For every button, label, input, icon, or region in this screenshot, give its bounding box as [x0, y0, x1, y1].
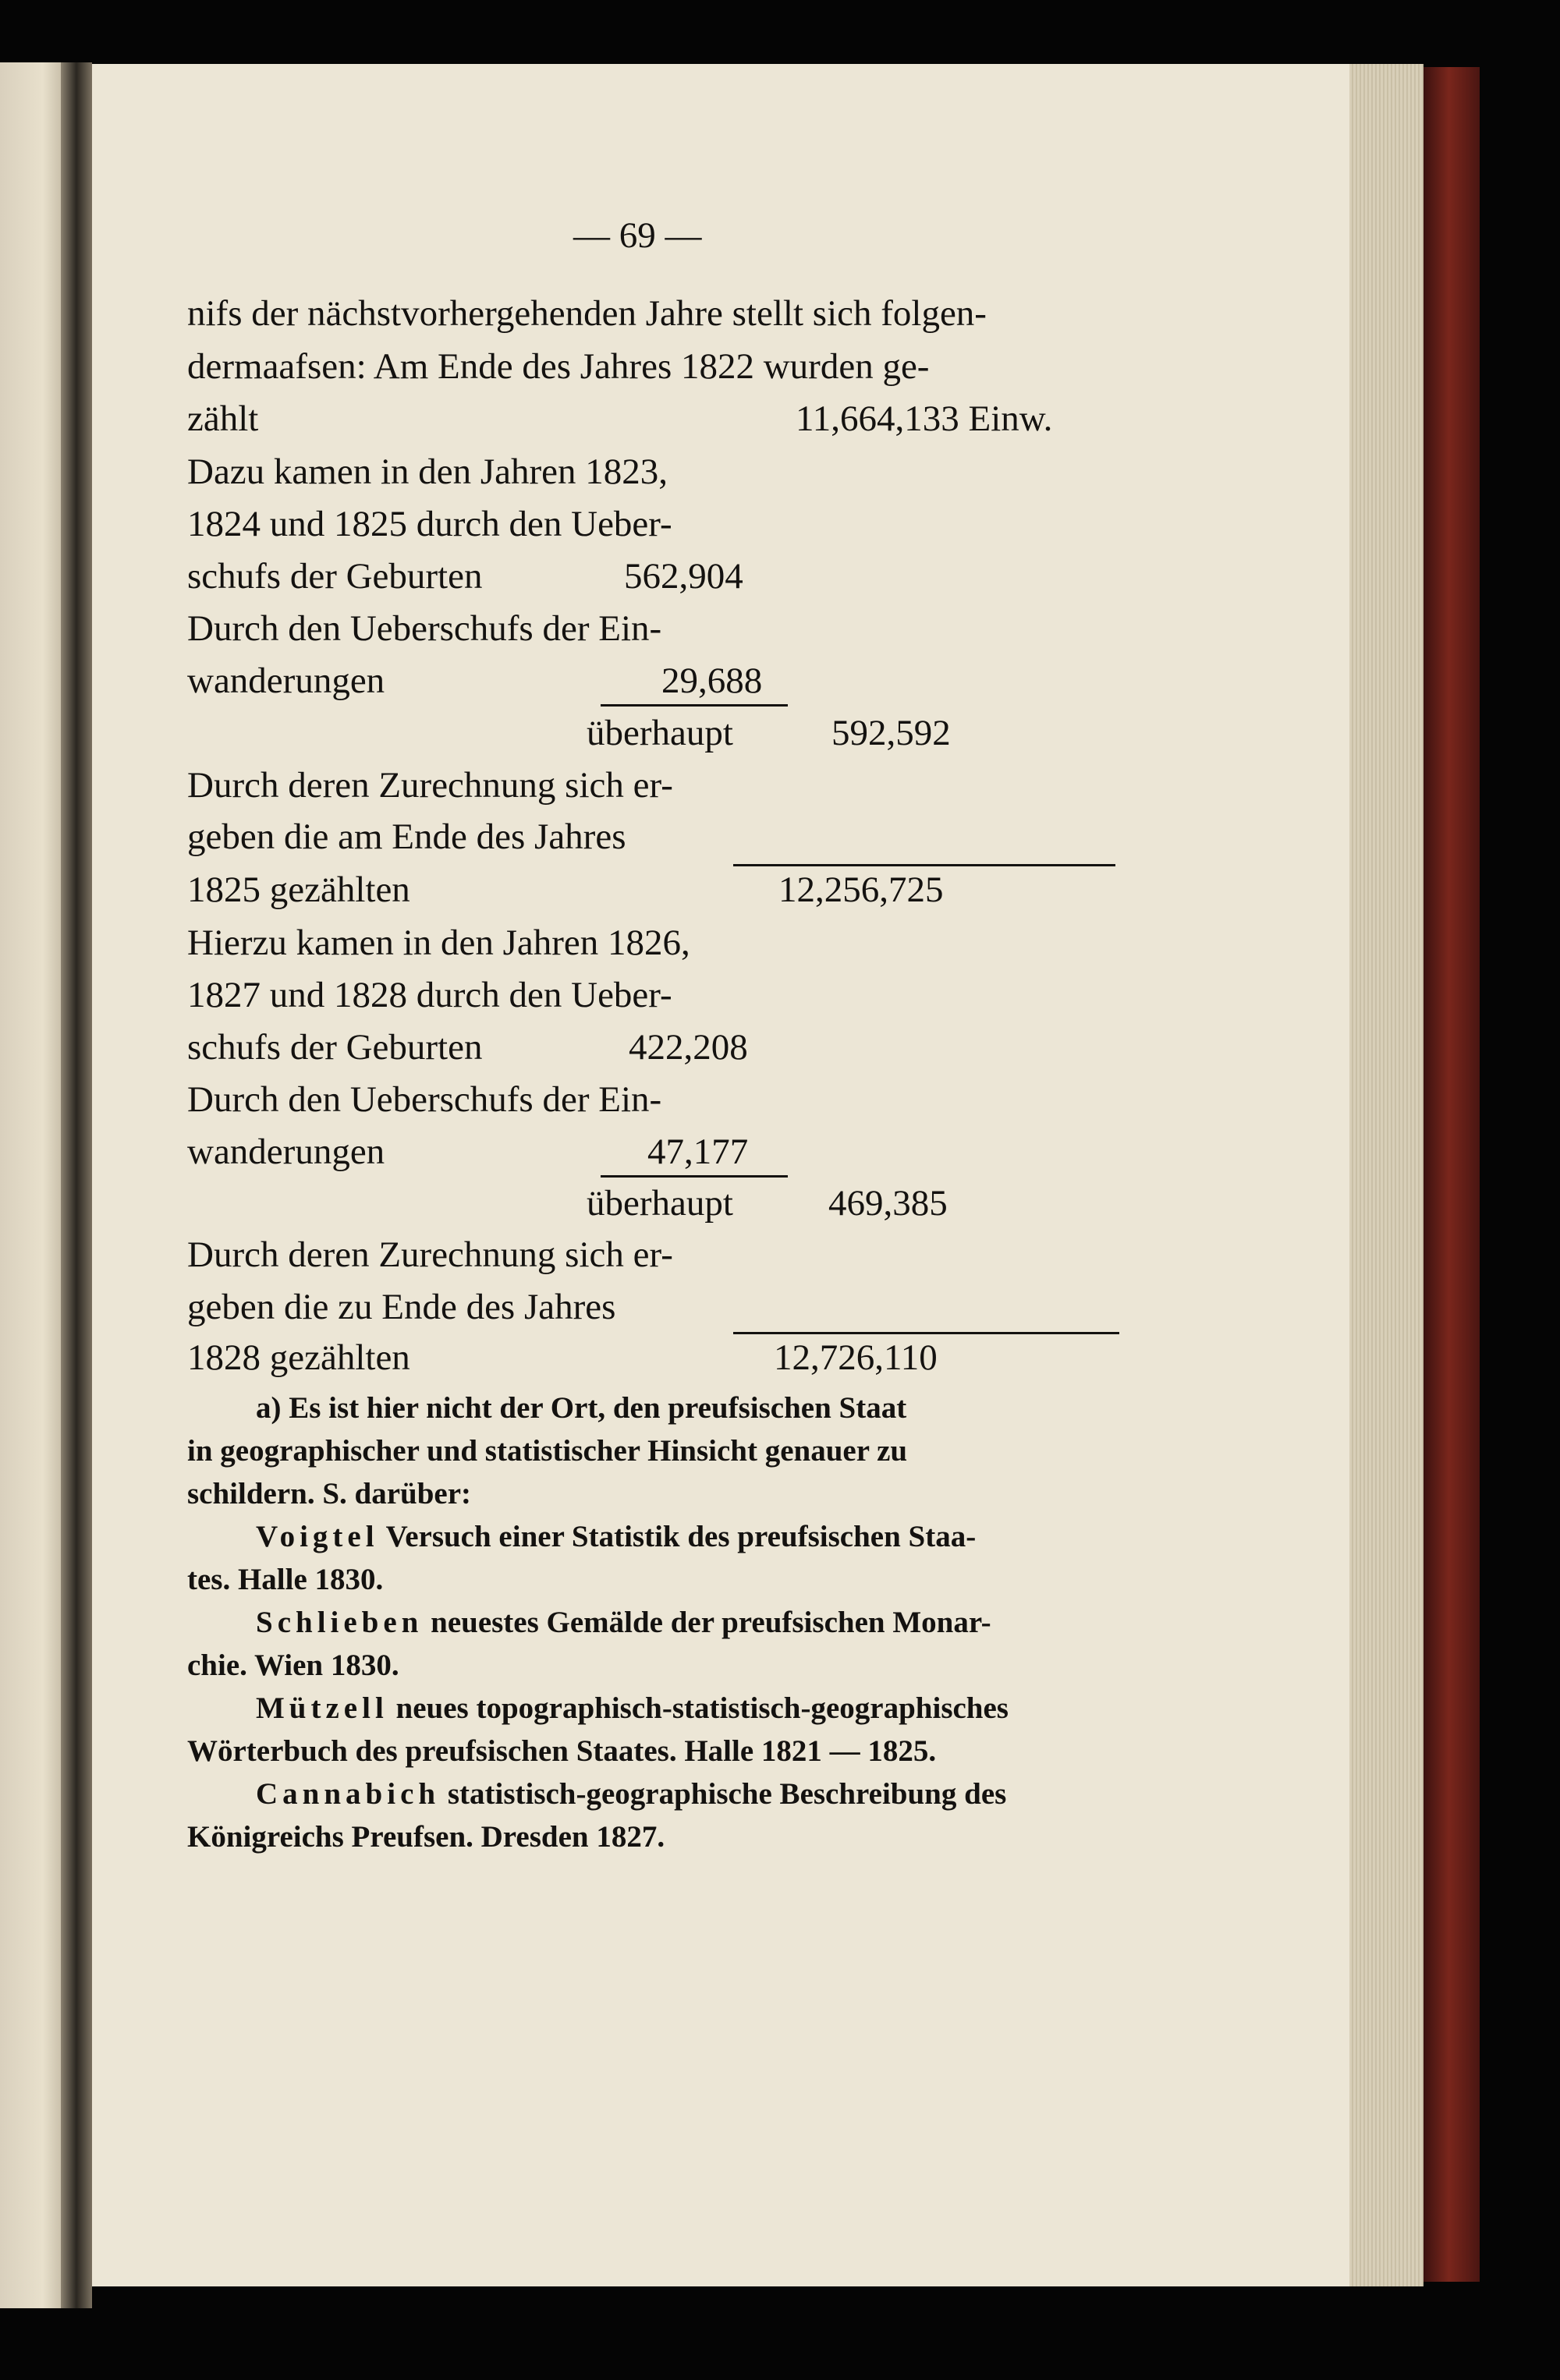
book-cover-edge [1424, 67, 1480, 2282]
text-line: schufs der Geburten [187, 1027, 483, 1068]
total-increase-1826-1828: 469,385 [828, 1183, 948, 1224]
immigration-surplus-1823-1825: 29,688 [661, 661, 763, 701]
reference-schlieben [256, 1605, 991, 1640]
reference-voigtel [256, 1519, 976, 1554]
footnote-line: Königreichs Preufsen. Dresden 1827. [187, 1820, 665, 1854]
text-line: 1828 gezählten [187, 1337, 410, 1378]
text-line: Durch den Ueberschufs der Ein- [187, 1079, 662, 1120]
reference-muetzell [256, 1691, 1009, 1726]
footnote-line: Wörterbuch des preufsischen Staates. Halle 1821 — 1825. [187, 1734, 937, 1768]
text-line: Hierzu kamen in den Jahren 1826, [187, 923, 690, 963]
text-line: 1824 und 1825 durch den Ueber- [187, 504, 672, 544]
total-increase-1823-1825: 592,592 [831, 713, 951, 753]
footnote-line: in geographischer und statistischer Hinsicht genauer zu [187, 1434, 908, 1468]
population-1825: 12,256,725 [778, 869, 944, 910]
text-line: wanderungen [187, 661, 385, 701]
reference-title: neues topographisch-statistisch-geographisches [388, 1691, 1009, 1725]
text-line: zählt [187, 398, 259, 439]
sum-rule [733, 1332, 1119, 1334]
page-stack-edge [1349, 64, 1424, 2286]
reference-cannabich [256, 1776, 1006, 1812]
births-surplus-1823-1825: 562,904 [624, 556, 743, 597]
footnote-line: a) Es ist hier nicht der Ort, den preufsischen Staat [256, 1391, 907, 1425]
text-line: dermaafsen: Am Ende des Jahres 1822 wurden ge- [187, 346, 930, 387]
text-line: 1825 gezählten [187, 869, 410, 910]
text-line: geben die am Ende des Jahres [187, 816, 626, 857]
page-number: — 69 — [573, 215, 702, 256]
reference-title: Versuch einer Statistik des preufsischen Staa- [378, 1520, 977, 1553]
text-line: Durch deren Zurechnung sich er- [187, 1234, 673, 1275]
author-name: Voigtel [256, 1520, 379, 1553]
reference-title: statistisch-geographische Beschreibung des [440, 1777, 1007, 1811]
text-line: 1827 und 1828 durch den Ueber- [187, 975, 672, 1015]
sum-rule [601, 704, 788, 707]
footnote-line: schildern. S. darüber: [187, 1477, 472, 1511]
text-line: Dazu kamen in den Jahren 1823, [187, 452, 668, 492]
sum-rule [601, 1175, 788, 1178]
text-line: Durch deren Zurechnung sich er- [187, 765, 673, 806]
text-line: überhaupt [587, 1183, 733, 1224]
reference-title: neuestes Gemälde der preufsischen Monar- [423, 1606, 991, 1639]
sum-rule [733, 864, 1115, 866]
immigration-surplus-1826-1828: 47,177 [647, 1132, 749, 1172]
footnote-line: chie. Wien 1830. [187, 1649, 399, 1682]
text-line: überhaupt [587, 713, 733, 753]
text-line: schufs der Geburten [187, 556, 483, 597]
footnote-line: tes. Halle 1830. [187, 1563, 384, 1596]
text-line: nifs der nächstvorhergehenden Jahre stellt sich folgen- [187, 293, 987, 334]
author-name: Cannabich [256, 1777, 441, 1811]
text-line: Durch den Ueberschufs der Ein- [187, 608, 662, 649]
population-1828: 12,726,110 [774, 1337, 938, 1378]
population-1822: 11,664,133 Einw. [796, 398, 1053, 439]
author-name: Mützell [256, 1691, 388, 1725]
text-line: wanderungen [187, 1132, 385, 1172]
text-line: geben die zu Ende des Jahres [187, 1287, 616, 1327]
book-gutter [61, 62, 92, 2308]
births-surplus-1826-1828: 422,208 [629, 1027, 748, 1068]
author-name: Schlieben [256, 1606, 424, 1639]
